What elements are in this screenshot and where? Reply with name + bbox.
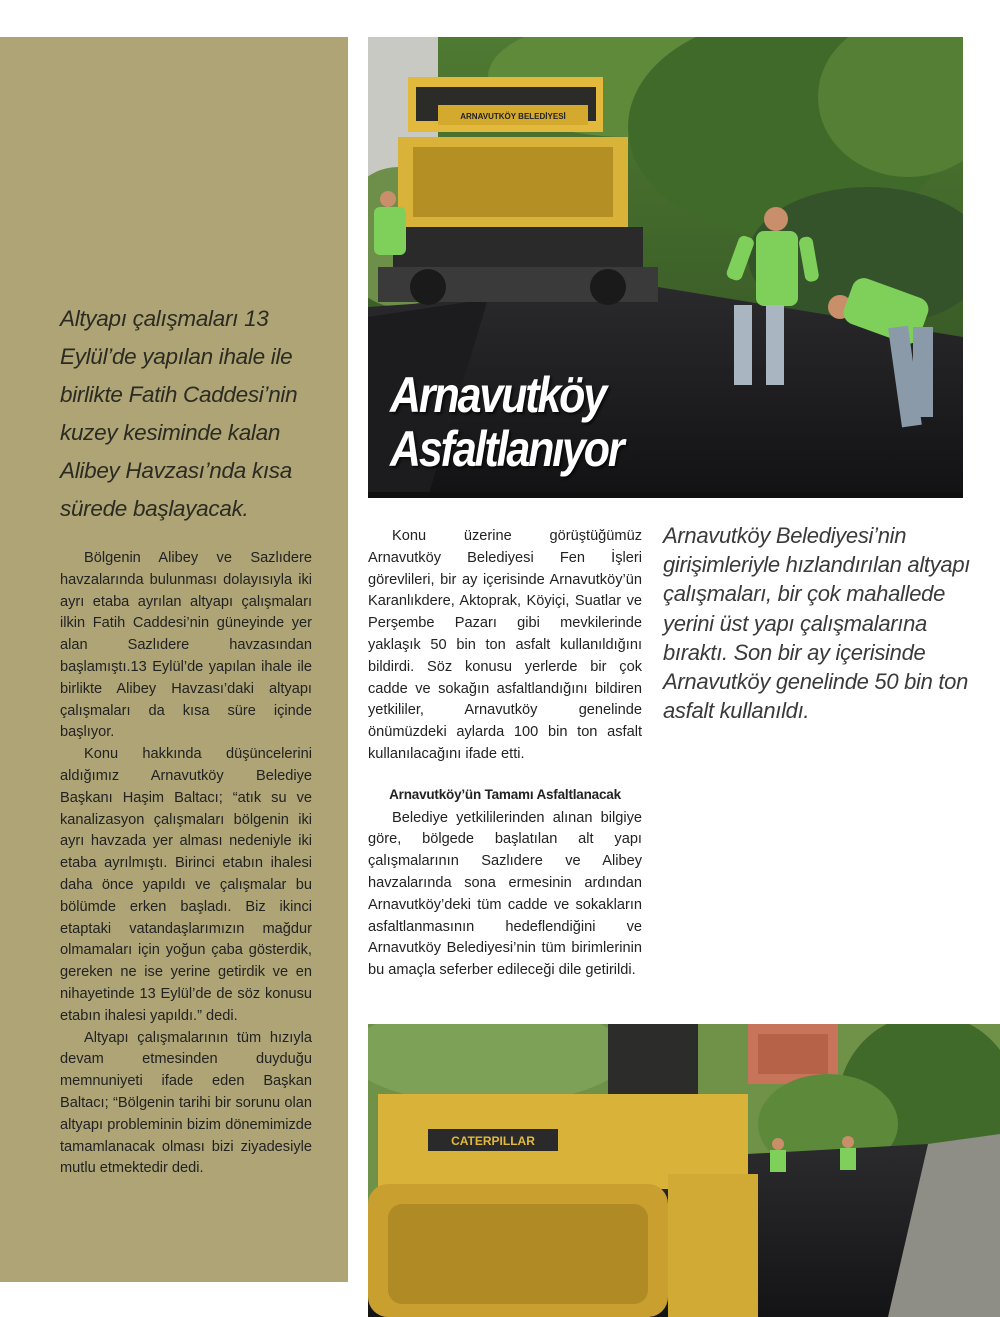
left-paragraph-1: Bölgenin Alibey ve Sazlıdere havzalarında bulunması dolayısıyla iki ayrı etaba ayrılan altyapı çalışmaları ilkin Fatih Caddesi’nin güneyinde yer alan Sazlıdere havzasından başlamıştı.13 Eylül’de yapılan ihale ile birlikte Alibey Havzası’daki altyapı çalışmaları da kısa süre içinde başlıyor. (60, 550, 312, 741)
mid-paragraph-2: Belediye yetkililerinden alınan bilgiye göre, bölgede başlatılan alt yapı çalışmalarının Sazlıdere ve Alibey havzalarında sona ermesinin ardından Arnavutköy’deki tüm cadde ve sokakların asfaltlanmasının hedeflendiğini ve Arnavutköy Belediyesi’nin tüm birimlerinin bu amaçla seferber edileceği dile getirildi. (368, 809, 642, 979)
sidebar-quote: Altyapı çalışmaları 13 Eylül’de yapılan ihale ile birlikte Fatih Caddesi’nin kuzey kesiminde kalan Alibey Havzası’nda kısa sürede başlayacak. (60, 306, 298, 521)
article-title (390, 368, 751, 476)
roller-brand-text: CATERPILLAR (451, 1134, 535, 1148)
title-line-2: Asfaltlanıyor (390, 421, 623, 477)
title-line-1: Arnavutköy (390, 367, 606, 423)
section-subheading: Arnavutköy’ün Tamamı Asfaltlanacak (389, 786, 621, 802)
roller-photo (368, 1024, 1000, 1317)
middle-column (368, 526, 642, 982)
mid-paragraph-1: Konu üzerine görüştüğümüz Arnavutköy Belediyesi Fen İşleri görevlileri, bir ay içerisinde Arnavutköy’ün Karanlıkdere, Aktoprak, Köyiçi, Suatlar ve Perşembe Pazarı gibi mevkilerinde yaklaşık 50 bin ton asfalt kullanıldığını bildirdi. Söz konusu yerlerde bir çok cadde ve sokağın asfaltlandığını bildiren yetkililer, Arnavutköy genelinde önümüzdeki aylarda 100 bin ton asfalt kullanılacağını ifade etti. (368, 528, 642, 762)
paver-sign-text: ARNAVUTKÖY BELEDİYESİ (460, 112, 566, 121)
left-column (60, 548, 312, 1180)
left-paragraph-2: Konu hakkında düşüncelerini aldığımız Arnavutköy Belediye Başkanı Haşim Baltacı; “atık su ve kanalizasyon çalışmaları bölgenin iki ayrı havzada yer alması nedeniyle iki etaba ayrılmıştı. Birinci etabın ihalesi daha önce yapıldı ve çalışmalar bu bölümde erken başladı. Biz ikinci etaptaki vatandaşlarımızın mağdur olmamaları için yoğun çaba gösterdik, gereken ne ise yerine getirdik ve en nihayetinde 13 Eylül’de de söz konusu etabın ihalesi yapıldı.” dedi. (60, 746, 312, 1024)
pull-quote: Arnavutköy Belediyesi’nin girişimleriyle hızlandırılan altyapı çalışmaları, bir çok mahallede yerini üst yapı çalışmalarına bıraktı. Son bir ay içerisinde Arnavutköy genelinde 50 bin ton asfalt kullanıldı. (663, 523, 971, 724)
left-paragraph-3: Altyapı çalışmalarının tüm hızıyla devam etmesinden duyduğu memnuniyeti ifade eden Başkan Baltacı; “Bölgenin tarihi bir sorunu olan altyapı probleminin bizim dönemimizde tamamlanacak olması bizi ziyadesiyle mutlu etmektedir dedi. (60, 1029, 312, 1177)
